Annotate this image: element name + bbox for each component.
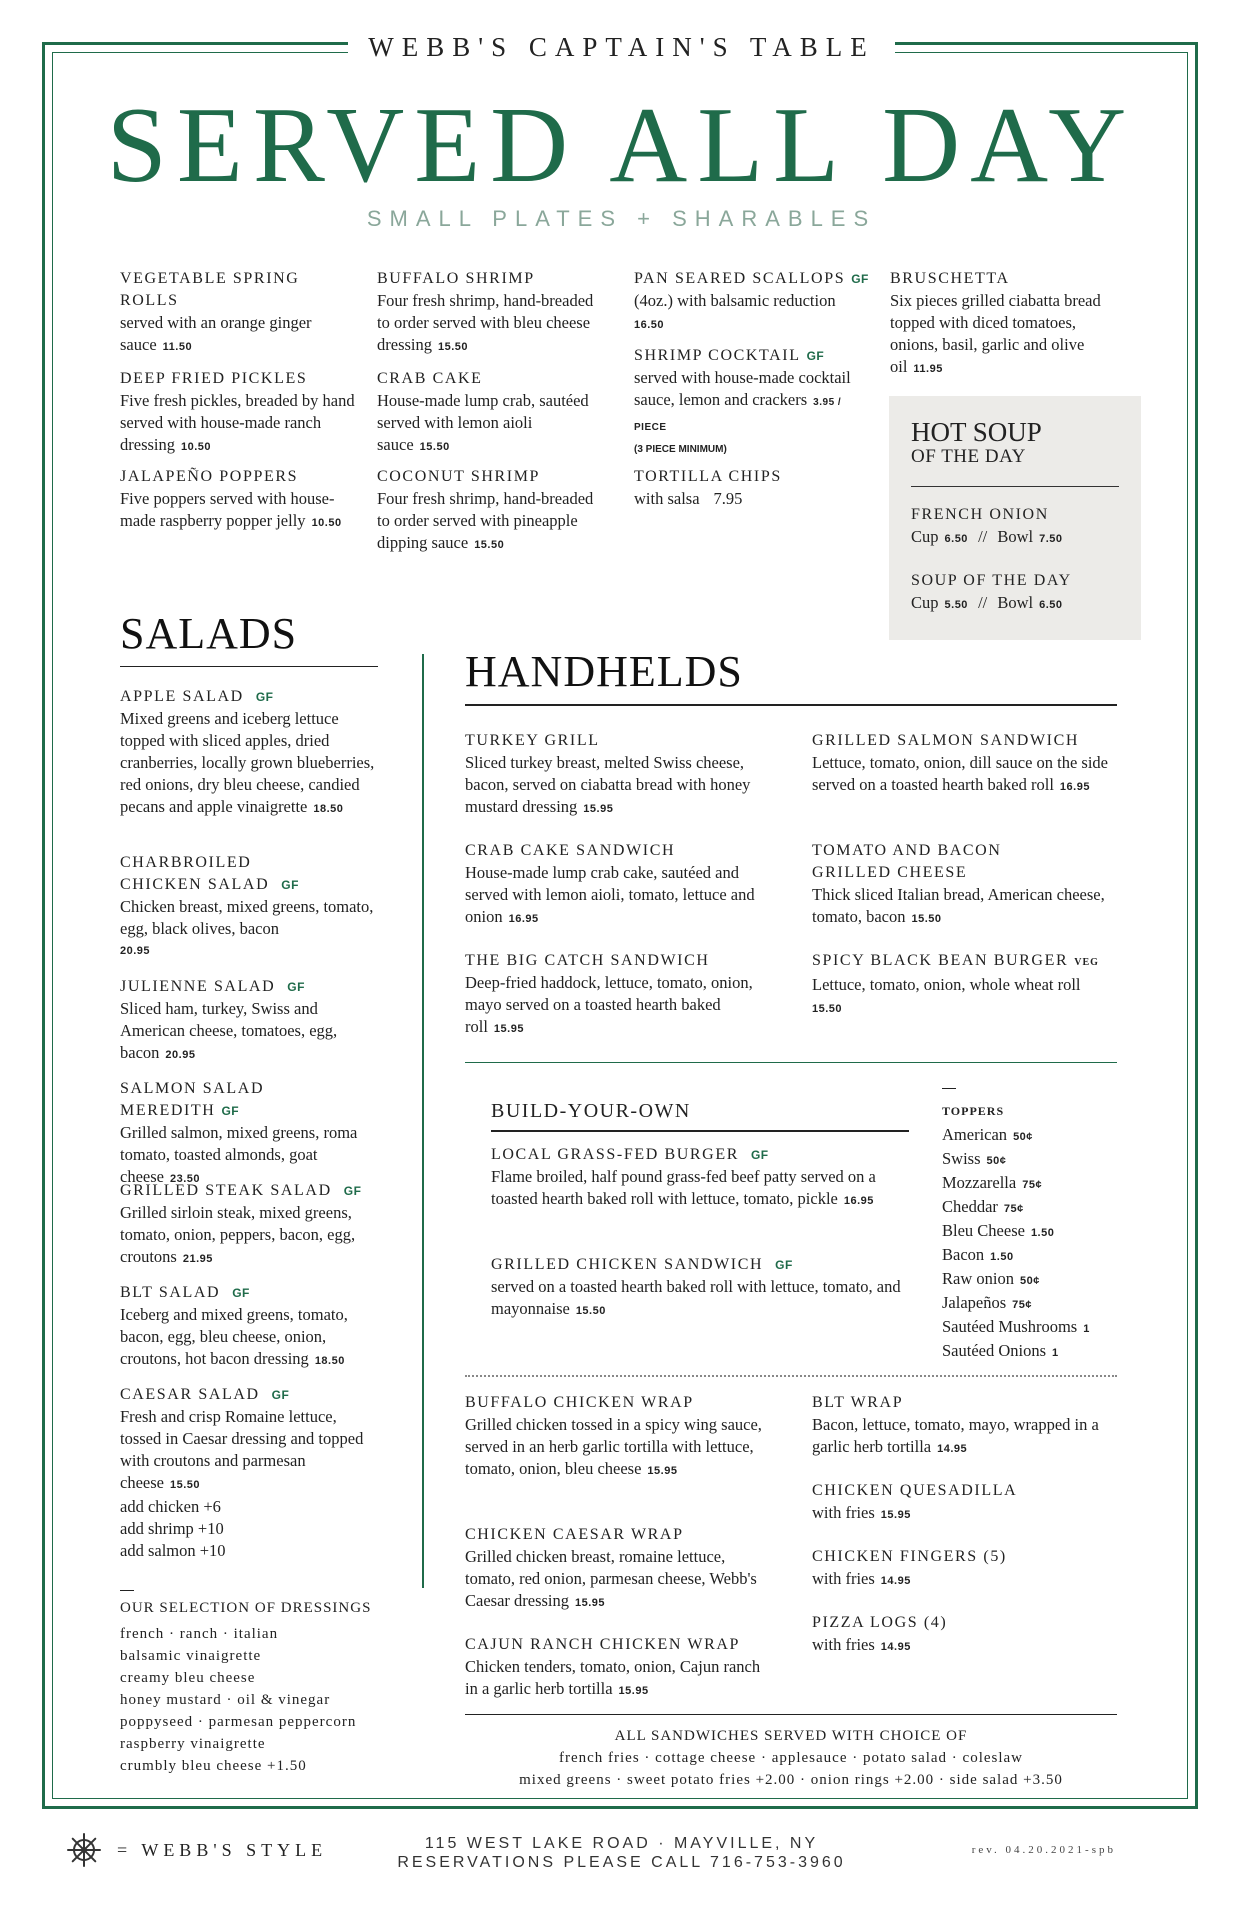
item-name: COCONUT SHRIMP [377,468,541,485]
topper-price: 75¢ [1003,1203,1024,1215]
menu-item-tortilla-chips [634,466,864,510]
item-desc: Lettuce, tomato, onion, whole wheat roll [812,975,1081,994]
salad-charbroiled-chicken [120,852,382,962]
item-price: 10.50 [181,441,212,453]
topper-item [942,1148,1090,1172]
wrap-chicken-caesar [465,1524,775,1614]
item-desc: Five poppers served with house-made raspberry popper jelly [120,489,335,530]
item-name-text: SHRIMP COCKTAIL [634,347,801,364]
item-desc: Four fresh shrimp, hand-breaded to order served with bleu cheese dressing [377,291,594,354]
item-name [120,874,382,896]
item-price: 11.95 [913,363,943,375]
item-name: CHICKEN QUESADILLA [812,1482,1018,1499]
cup-label: Cup [911,593,939,612]
topper-name: Raw onion [942,1269,1014,1288]
add-on: add salmon +10 [120,1541,226,1560]
item-desc: Grilled salmon, mixed greens, roma tomato, toasted almonds, goat cheese [120,1123,358,1186]
item-note: (3 PIECE MINIMUM) [634,444,727,455]
item-price: 14.95 [937,1443,968,1455]
handheld-crab-cake-sandwich [465,840,775,930]
gluten-free-tag: GF [806,349,825,363]
dressings-list [120,1623,356,1777]
item-price: 7.95 [713,489,743,508]
restaurant-name-text: WEBB'S CAPTAIN'S TABLE [348,32,894,63]
restaurant-name [0,32,1243,63]
item-desc: Grilled chicken breast, romaine lettuce, tomato, red onion, parmesan cheese, Webb's Caesar dressing [465,1547,757,1610]
item-desc: Grilled sirloin steak, mixed greens, tomato, onion, peppers, bacon, egg, croutons [120,1203,356,1266]
item-name [491,1254,901,1276]
topper-item [942,1244,1090,1268]
topper-price: 50¢ [1013,1131,1033,1143]
vegetarian-tag: VEG [1074,957,1099,968]
item-price: 15.50 [911,913,942,925]
handhelds-heading: HANDHELDS [465,647,743,696]
gluten-free-tag: GF [221,1104,240,1118]
item-desc: served with an orange ginger sauce [120,313,312,354]
sides-line: mixed greens · sweet potato fries +2.00 · onion rings +2.00 · side salad +3.50 [519,1772,1063,1788]
salad-grilled-steak [120,1180,382,1270]
item-name: SOUP OF THE DAY [911,572,1072,589]
sides-rule [465,1714,1117,1715]
add-on: add chicken +6 [120,1497,221,1516]
item-name [634,268,874,290]
gluten-free-tag: GF [775,1258,793,1272]
item-desc: Grilled chicken tossed in a spicy wing sauce, served in an herb garlic tortilla with lettuce, tomato, onion, bleu cheese [465,1415,762,1478]
item-name-text: LOCAL GRASS-FED BURGER [491,1146,739,1163]
section-subtitle: SMALL PLATES + SHARABLES [366,206,877,231]
soup-subtitle: OF THE DAY [911,446,1026,467]
salad-julienne [120,976,382,1066]
wrap-buffalo-chicken [465,1392,775,1482]
item-price: 14.95 [880,1575,911,1587]
item-name: DEEP FRIED PICKLES [120,370,308,387]
item-name-text: BLT SALAD [120,1284,221,1301]
item-price: 3.95 / PIECE [634,397,842,433]
item-name: BUFFALO SHRIMP [377,270,535,287]
gluten-free-tag: GF [287,980,305,994]
toppers-heading: TOPPERS [942,1104,1005,1118]
item-name: BUFFALO CHICKEN WRAP [465,1394,694,1411]
salad-salmon-meredith [120,1078,382,1190]
item-desc: with fries [812,1503,875,1522]
topper-item [942,1268,1090,1292]
menu-item-jalapeno [120,466,360,534]
item-desc: Sliced ham, turkey, Swiss and American cheese, tomatoes, egg, bacon [120,999,338,1062]
item-name: CHARBROILED [120,854,252,871]
item-name: TURKEY GRILL [465,732,600,749]
dressing-item: raspberry vinaigrette [120,1736,266,1752]
item-price: 15.95 [647,1465,678,1477]
item-name [634,345,864,367]
handheld-big-catch [465,950,775,1040]
topper-item [942,1340,1090,1364]
gluten-free-tag: GF [343,1184,362,1198]
handheld-tomato-bacon-grilled-cheese [812,840,1122,930]
topper-name: Cheddar [942,1197,998,1216]
soup-item-soup-of-day [911,570,1072,616]
byo-grass-fed-burger [491,1144,901,1212]
topper-item [942,1292,1090,1316]
dressing-item: creamy bleu cheese [120,1670,256,1686]
dressing-item: honey mustard · oil & vinegar [120,1692,331,1708]
item-price: 15.50 [474,539,505,551]
bowl-price: 7.50 [1039,533,1063,545]
item-name [120,976,382,998]
item-desc: served on a toasted hearth baked roll with lettuce, tomato, and mayonnaise [491,1277,901,1318]
item-name: VEGETABLE SPRING ROLLS [120,270,300,309]
gluten-free-tag: GF [232,1286,250,1300]
item-name: GRILLED SALMON SANDWICH [812,732,1080,749]
topper-name: American [942,1125,1008,1144]
item-name [120,686,382,708]
item-chicken-quesadilla [812,1480,1112,1526]
topper-item [942,1220,1090,1244]
dressing-item: crumbly bleu cheese +1.50 [120,1758,307,1774]
item-price: 18.50 [313,803,344,815]
handhelds-divider [465,1062,1117,1063]
wrap-blt [812,1392,1112,1460]
item-desc: Deep-fried haddock, lettuce, tomato, onion, mayo served on a toasted hearth baked roll [465,973,753,1036]
bowl-price: 6.50 [1039,599,1063,611]
menu-item-buffalo-shrimp [377,268,607,358]
item-pizza-logs [812,1612,1112,1658]
item-desc: Six pieces grilled ciabatta bread topped with diced tomatoes, onions, basil, garlic and olive oil [890,291,1101,376]
cup-price: 5.50 [944,599,968,611]
item-name: CRAB CAKE SANDWICH [465,842,676,859]
gluten-free-tag: GF [271,1388,290,1402]
item-name: CAJUN RANCH CHICKEN WRAP [465,1636,741,1653]
topper-name: Bleu Cheese [942,1221,1025,1240]
item-price: 16.50 [634,319,665,331]
item-name-text: SALMON SALAD MEREDITH [120,1080,265,1119]
item-price: 15.50 [438,341,469,353]
price-separator: // [978,527,988,546]
menu-item-coconut-shrimp [377,466,607,556]
salad-apple [120,686,382,820]
salad-blt [120,1282,382,1372]
item-price: 20.95 [120,945,151,957]
topper-item [942,1316,1090,1340]
item-price: 21.95 [182,1253,213,1265]
item-price: 15.95 [583,803,614,815]
item-price: 14.95 [880,1641,911,1653]
item-name [812,950,1122,974]
item-desc: with fries [812,1569,875,1588]
item-desc: (4oz.) with balsamic reduction [634,291,836,310]
menu-item-bruschetta [890,268,1120,380]
price-separator: // [978,593,988,612]
wrap-cajun-ranch [465,1634,775,1702]
item-price: 20.95 [165,1049,196,1061]
item-price: 15.50 [419,441,450,453]
gluten-free-tag: GF [750,1148,769,1162]
item-desc: Thick sliced Italian bread, American cheese, tomato, bacon [812,885,1105,926]
topper-name: Sautéed Mushrooms [942,1317,1078,1336]
menu-item-scallops [634,268,874,336]
item-name-text: CHICKEN SALAD [120,876,270,893]
item-desc: Four fresh shrimp, hand-breaded to order served with pineapple dipping sauce [377,489,594,552]
item-price: 15.95 [618,1685,649,1697]
sandwich-sides [466,1725,1116,1791]
gluten-free-tag: GF [851,272,869,286]
item-price: 15.50 [575,1305,606,1317]
item-desc: House-made lump crab cake, sautéed and served with lemon aioli, tomato, lettuce and onion [465,863,755,926]
dressings-heading: OUR SELECTION OF DRESSINGS [120,1600,372,1616]
gluten-free-tag: GF [281,878,299,892]
topper-price: 1.50 [990,1251,1014,1263]
topper-name: Bacon [942,1245,985,1264]
item-desc: with fries [812,1635,875,1654]
address-line: 115 WEST LAKE ROAD · MAYVILLE, NY [424,1835,819,1852]
topper-item [942,1196,1090,1220]
soup-title: HOT SOUP [911,417,1042,447]
item-name: PIZZA LOGS (4) [812,1614,948,1631]
item-price: 18.50 [314,1355,345,1367]
byo-grilled-chicken [491,1254,901,1322]
soup-item-french-onion [911,504,1063,550]
topper-price: 75¢ [1022,1179,1043,1191]
item-name: TOMATO AND BACON [812,842,1002,859]
item-price: 15.50 [169,1479,200,1491]
dressings-dash [120,1590,134,1591]
item-desc: Five fresh pickles, breaded by hand served with house-made ranch dressing [120,391,355,454]
webbs-style-legend: = WEBB'S STYLE [117,1840,328,1860]
item-name: FRENCH ONION [911,506,1049,523]
item-name-text: GRILLED CHICKEN SANDWICH [491,1256,764,1273]
dressing-item: poppyseed · parmesan peppercorn [120,1714,357,1730]
item-desc: Chicken tenders, tomato, onion, Cajun ranch in a garlic herb tortilla [465,1657,761,1698]
item-name [491,1144,901,1166]
dressing-item: balsamic vinaigrette [120,1648,262,1664]
topper-price: 50¢ [986,1155,1007,1167]
item-price: 23.50 [169,1173,200,1185]
menu-item-veg-rolls [120,268,360,358]
topper-price: 1 [1083,1323,1090,1335]
byo-heading: BUILD-YOUR-OWN [491,1100,691,1122]
item-chicken-fingers [812,1546,1112,1592]
item-name: THE BIG CATCH SANDWICH [465,952,710,969]
reservations-line: RESERVATIONS PLEASE CALL 716-753-3960 [397,1854,846,1871]
item-name [120,1384,382,1406]
item-name: GRILLED CHEESE [812,864,968,881]
item-name-text: PAN SEARED SCALLOPS [634,270,846,287]
topper-price: 1.50 [1030,1227,1055,1239]
item-name [120,1078,382,1122]
toppers-list [942,1124,1090,1364]
item-desc: Flame broiled, half pound grass-fed beef patty served on a toasted hearth baked roll with lettuce, tomato, pickle [491,1167,876,1208]
item-desc: Chicken breast, mixed greens, tomato, egg, black olives, bacon [120,897,374,938]
item-desc: Bacon, lettuce, tomato, mayo, wrapped in a garlic herb tortilla [812,1415,1099,1456]
menu-item-shrimp-cocktail [634,345,864,461]
topper-item [942,1124,1090,1148]
item-name: TORTILLA CHIPS [634,468,782,485]
item-name-text: APPLE SALAD [120,688,244,705]
column-divider [422,654,424,1588]
topper-price: 50¢ [1019,1275,1040,1287]
bowl-label: Bowl [997,527,1034,546]
item-name-text: JULIENNE SALAD [120,978,276,995]
topper-name: Mozzarella [942,1173,1017,1192]
item-name-text: CAESAR SALAD [120,1386,260,1403]
hot-soup-box [889,396,1141,640]
topper-price: 75¢ [1012,1299,1033,1311]
item-name [120,1282,382,1304]
salads-heading: SALADS [120,609,298,658]
item-price: 11.50 [162,341,193,353]
item-desc: Mixed greens and iceberg lettuce topped with sliced apples, dried cranberries, locally grown blueberries, red onions, dry bleu cheese, candied pecans and apple vinaigrette [120,709,375,816]
salad-caesar [120,1384,382,1562]
topper-name: Sautéed Onions [942,1341,1047,1360]
menu-item-crab-cake [377,368,607,458]
bowl-label: Bowl [997,593,1034,612]
sides-line: french fries · cottage cheese · applesauce · potato salad · coleslaw [558,1750,1024,1766]
dressing-item: french · ranch · italian [120,1626,279,1642]
item-name [120,1180,382,1202]
item-price: 15.95 [493,1023,524,1035]
topper-item [942,1172,1090,1196]
item-name: JALAPEÑO POPPERS [120,468,299,485]
item-desc: served with house-made cocktail sauce, lemon and crackers [634,368,851,409]
dotted-divider [465,1375,1117,1377]
toppers-dash [942,1088,956,1089]
revision-note: rev. 04.20.2021-spb [971,1844,1116,1856]
item-name: BRUSCHETTA [890,270,1010,287]
item-name-text: GRILLED STEAK SALAD [120,1182,332,1199]
item-price: 15.95 [575,1597,606,1609]
topper-price: 1 [1052,1347,1059,1359]
item-price: 15.50 [812,1003,843,1015]
item-desc: with salsa [634,489,700,508]
item-price: 16.95 [1059,781,1090,793]
item-price: 16.95 [508,913,539,925]
item-price: 15.95 [880,1509,911,1521]
handhelds-rule [465,704,1117,706]
topper-name: Swiss [942,1149,981,1168]
item-name: CHICKEN CAESAR WRAP [465,1526,684,1543]
item-name-text: SPICY BLACK BEAN BURGER [812,952,1069,969]
byo-rule [491,1130,909,1132]
item-desc: Lettuce, tomato, onion, dill sauce on the side served on a toasted hearth baked roll [812,753,1109,794]
item-name: BLT WRAP [812,1394,904,1411]
cup-price: 6.50 [944,533,968,545]
item-price: 10.50 [311,517,342,529]
gluten-free-tag: GF [255,690,274,704]
menu-item-pickles [120,368,360,458]
item-name: CRAB CAKE [377,370,483,387]
item-name: CHICKEN FINGERS (5) [812,1548,1007,1565]
item-desc: Fresh and crisp Romaine lettuce, tossed in Caesar dressing and topped with croutons and parmesan cheese [120,1407,364,1492]
soup-divider [911,486,1119,487]
salads-rule [120,666,378,667]
item-desc: House-made lump crab, sautéed served with lemon aioli sauce [377,391,589,454]
handheld-turkey-grill [465,730,775,820]
sides-heading: ALL SANDWICHES SERVED WITH CHOICE OF [614,1728,968,1744]
item-price: 16.95 [843,1195,874,1207]
handheld-black-bean-burger [812,950,1122,1020]
handheld-grilled-salmon [812,730,1122,798]
add-on: add shrimp +10 [120,1519,224,1538]
topper-name: Jalapeños [942,1293,1007,1312]
page-title: SERVED ALL DAY [106,86,1137,205]
item-desc: Sliced turkey breast, melted Swiss cheese, bacon, served on ciabatta bread with honey mustard dressing [465,753,751,816]
cup-label: Cup [911,527,939,546]
item-desc: Iceberg and mixed greens, tomato, bacon, egg, bleu cheese, onion, croutons, hot bacon dressing [120,1305,348,1368]
